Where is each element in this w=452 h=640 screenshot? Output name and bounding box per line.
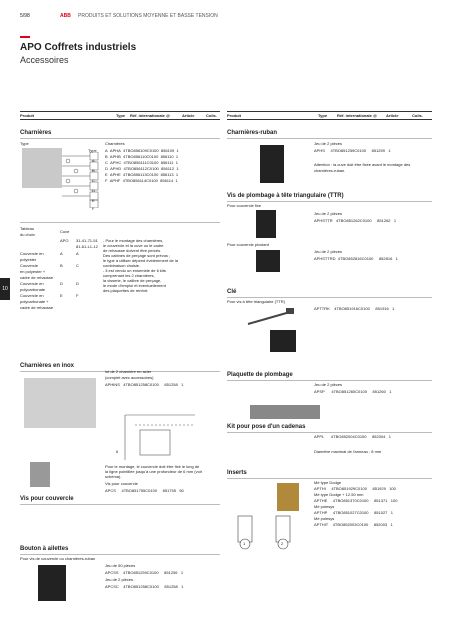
hinge-notes [103, 238, 178, 293]
type-label: Type [20, 141, 29, 146]
inserts-table [314, 480, 397, 528]
row-letter: E [105, 172, 108, 177]
row-type: APTHP [314, 510, 328, 515]
ttr-pivot-image [256, 250, 280, 272]
diagram-letter: B [92, 168, 95, 173]
note-line: schéma). [105, 474, 122, 479]
row-type: APHA [109, 148, 121, 153]
diagram-letter: C [92, 178, 95, 183]
row-letter: F [105, 178, 108, 183]
inox-desc: (complet avec accessoires) [105, 375, 154, 380]
row-article: 856111 [160, 160, 174, 165]
ruban-note: Attention : la cuve doit être fixée avant le montage des [314, 162, 411, 167]
row-ref: 4TBO851262C0100 [336, 218, 372, 223]
row-type: APHSTTR [314, 218, 333, 223]
row-article: 856110 [160, 154, 174, 159]
note-line: le mode d'emploi et éventuellement [103, 283, 166, 288]
table-row [314, 522, 397, 528]
col-header-ref: Réf. internationale @ [130, 113, 170, 118]
choice-val: A [76, 251, 79, 256]
row-ref: 4TBO852003C0100 [332, 522, 369, 527]
row-colis: 1 [175, 160, 178, 165]
diagram-letter: A [92, 158, 95, 163]
divider [20, 222, 220, 223]
divider [227, 201, 432, 202]
note-line: Des cabines de perçage sont prévus ; [103, 253, 171, 258]
divider [20, 119, 220, 120]
row-colis: 1 [181, 584, 184, 589]
row-colis: 1 [181, 382, 184, 387]
choice-label: polycarbonate [20, 287, 46, 292]
row-type: APHB [109, 154, 121, 159]
apo-value: 81-61-L1-12 [76, 244, 98, 249]
col-header-article: Article [386, 113, 399, 118]
cle-subtitle: Pour vis à tête triangulaire (TTR) [227, 299, 286, 304]
row-article: 856114 [160, 178, 174, 183]
row-colis: 1 [388, 148, 391, 153]
table-row [105, 570, 183, 575]
row-article: 852003 [373, 522, 388, 527]
diagram-label: 1 [243, 541, 246, 546]
row-letter: B [105, 154, 108, 159]
row-ref: 4TBO856111C0100 [123, 160, 159, 165]
hinge-table [105, 148, 179, 184]
mount-diagram [115, 405, 205, 470]
divider [20, 504, 220, 505]
choice-val: B [60, 263, 63, 268]
section-title-cle: Clé [227, 289, 237, 295]
row-type: APPL [314, 434, 325, 439]
diagram-number: 6 [116, 449, 119, 454]
row-ref: 4TBO851027C0100 [332, 510, 369, 515]
row-article: 851258 [164, 584, 178, 589]
row-ref: 4TBO851370C0100 [332, 498, 369, 503]
row-colis: 50 [179, 488, 184, 493]
divider [20, 111, 220, 112]
insert-label: Mé type Dodge [314, 480, 342, 485]
note-line: combinaison choisie. [103, 263, 141, 268]
plaquette-image [270, 330, 296, 352]
row-type: APHF [109, 178, 121, 183]
side-tab: 10 [0, 278, 10, 300]
row-article: 856109 [160, 148, 175, 153]
table-row [314, 306, 394, 311]
row-article: 851259 [164, 570, 178, 575]
insert-label: Mé type Dodge + 12.50 mm [314, 492, 364, 497]
note-line: le couvercle et la cuve ou le cadre [103, 243, 164, 248]
row-ref: 4TBO851929C0100 [331, 486, 367, 491]
page-title: APO Coffrets industriels [20, 42, 137, 53]
row-article: 851258 [164, 382, 178, 387]
row-colis: 1 [175, 172, 179, 177]
key-image [246, 308, 296, 326]
choice-label: Couvercle [20, 263, 39, 268]
page-subtitle: Accessoires [20, 55, 69, 65]
choice-label: polyester [20, 257, 37, 262]
col-header-product: Produit [227, 113, 241, 118]
row-ref: 4TBO851259C0100 [123, 570, 159, 575]
row-article: 852004 [372, 434, 386, 439]
row-type: APHE [109, 172, 121, 177]
row-letter: A [105, 148, 108, 153]
col-header-ref: Réf. internationale @ [337, 113, 377, 118]
row-ref: 4TBO851259C0100 [330, 148, 367, 153]
inox-desc: lot de 2 charnière en acier [105, 369, 152, 374]
section-title-inox: Charnières en inox [20, 363, 75, 369]
row-article: 852816 [378, 256, 393, 261]
row-type: APHD [110, 166, 122, 171]
choice-table [20, 251, 79, 311]
row-article: 851755 [162, 488, 176, 493]
row-colis: 1 [390, 522, 393, 527]
choice-val: C [76, 263, 79, 268]
padlock-kit-image [250, 405, 320, 419]
divider [227, 380, 432, 381]
ttr-subtitle: Pour couvercle fixe [227, 203, 262, 208]
choix-label: du choix [20, 232, 35, 237]
row-letter: C [105, 160, 108, 165]
ttr-label: Jeu de 2 pièces [314, 211, 343, 216]
note-line: - Pour le montage des charnières, [103, 238, 164, 243]
ruban-note: charnières-ruban. [314, 168, 346, 173]
section-title-charnieres: Charnières [20, 130, 52, 136]
note-line: le type à utiliser dépend évidemment de la [103, 258, 178, 263]
vis-label: Vis pour couvercle [105, 481, 138, 486]
row-article: 851916 [375, 306, 389, 311]
type-col-label: Type [88, 148, 97, 153]
hinge-diagram [60, 152, 106, 208]
apo-label: APO [60, 238, 69, 243]
screw-image [30, 462, 50, 487]
row-article: 851027 [374, 510, 388, 515]
row-colis: 1 [175, 154, 179, 159]
table-row [314, 256, 398, 261]
row-article: 851371 [374, 498, 388, 503]
row-type: APHC [110, 160, 122, 165]
page-number: 5/98 [20, 13, 30, 19]
row-ref: 4TBO856114C0100 [122, 178, 158, 183]
row-type: APHS [314, 148, 325, 153]
mount-note [105, 464, 202, 479]
row-colis: 100 [389, 486, 396, 491]
row-ref: 4TBO851916C0100 [334, 306, 370, 311]
row-colis: 1 [176, 148, 179, 153]
header-section: PRODUITS ET SOLUTIONS MOYENNE ET BASSE TENSION [78, 13, 218, 19]
table-row [105, 584, 183, 589]
col-header-colis: Colis. [206, 113, 217, 118]
insert-brass-image [277, 483, 299, 511]
ttr-screw-image [256, 210, 276, 238]
row-ref: 4TBO851260C0100 [331, 389, 367, 394]
choice-label: en polyester + [20, 269, 46, 274]
divider [227, 432, 432, 433]
section-title-cadenas: Kit pour pose d'un cadenas [227, 424, 306, 430]
row-type: APCS [105, 488, 116, 493]
bouton-label: Jeu de 50 pièces [105, 563, 136, 568]
table-row [20, 305, 53, 311]
row-colis: 1 [393, 218, 397, 223]
row-colis: 1 [176, 166, 179, 171]
table-row [314, 148, 391, 153]
table-row [314, 389, 391, 394]
title-accent [20, 36, 30, 38]
table-row [314, 218, 396, 223]
note-line: comprenant les 2 charnières, [103, 273, 155, 278]
col-header-colis: Colis. [412, 113, 423, 118]
choice-label: polycarbonate + [20, 299, 49, 304]
diagram-letter: F [92, 206, 95, 211]
ttr-subtitle: Pour couvercle pivotant [227, 242, 269, 247]
choice-label: Couvercle en [20, 251, 44, 256]
diagram-letter: D [92, 188, 95, 193]
note-line: la visserie, le calibre de perçage, [103, 278, 162, 283]
choice-val: E [60, 293, 63, 298]
apo-value: 31-41-71-51 [76, 238, 98, 243]
row-colis: 1 [389, 389, 392, 394]
section-title-bouton: Bouton à ailettes [20, 546, 69, 552]
row-ref: 4TBO852816C0100 [337, 256, 374, 261]
table-row [105, 382, 183, 387]
divider [227, 297, 432, 298]
row-ref: 4TBO856110C0100 [123, 154, 159, 159]
section-title-plaquette: Plaquette de plombage [227, 372, 293, 378]
section-title-inserts: Inserts [227, 470, 247, 476]
cuve-label: Cuve [60, 229, 70, 234]
row-type: APHINS [105, 382, 120, 387]
row-colis: 1 [175, 178, 178, 183]
charnieres-label: Charnières [105, 141, 125, 146]
divider [227, 111, 432, 112]
ttr-label: Jeu de 2 pièces [314, 249, 343, 254]
row-ref: 4TBO856109C0100 [123, 148, 159, 153]
ruban-hinge-image [260, 145, 284, 183]
row-ref: 4TBO856113C0100 [123, 172, 159, 177]
row-type: APTTRK [314, 306, 330, 311]
cadenas-note: Diamètre maximal de l'anneau : 8 mm [314, 449, 382, 454]
section-title-ttr: Vis de plombage à tête triangulaire (TTR) [227, 193, 344, 199]
brand-logo: ABB [60, 13, 71, 19]
table-row [105, 178, 179, 184]
choice-label: Couvercle en [20, 293, 44, 298]
bouton-label: Jeu de 2 pièces [105, 577, 134, 582]
row-ref: 4TBO852004C0100 [330, 434, 367, 439]
wing-knob-image [38, 565, 66, 601]
choice-val: F [76, 293, 79, 298]
note-line: Pour le montage, le couvercle doit être fixé le long de [105, 464, 200, 469]
col-header-type: Type [116, 113, 126, 118]
hinge-product-image [22, 148, 62, 188]
note-line: de rehausse doivent être percés. [103, 248, 162, 253]
section-title-ruban: Charnières-ruban [227, 130, 278, 136]
col-header-product: Produit [20, 113, 34, 118]
row-type: APCSC [105, 584, 119, 589]
row-type: APCSS [105, 570, 119, 575]
row-article: 851929 [372, 486, 386, 491]
row-article: 851262 [377, 218, 391, 223]
divider [227, 119, 432, 120]
bouton-subtitle: Pour vis de couvercle ou charnières-ruban [20, 556, 96, 561]
row-type: APHSTTRD [314, 256, 336, 261]
choice-label: cadre de rehausse [20, 275, 54, 280]
table-row [105, 488, 184, 493]
row-colis: 1 [388, 434, 391, 439]
choice-val: D [76, 281, 79, 286]
inox-hinge-image [24, 378, 96, 428]
row-article: 851259 [371, 148, 385, 153]
divider [227, 478, 432, 479]
row-colis: 1 [390, 510, 393, 515]
section-title-vis: Vis pour couvercle [20, 496, 74, 502]
tableau-label: Tableau [20, 226, 35, 231]
insert-diagram [232, 512, 302, 552]
insert-label: Mé polesys [314, 504, 335, 509]
note-line: des plaquettes de renfort. [103, 288, 149, 293]
choice-val: D [60, 281, 63, 286]
row-type: APTHI [314, 486, 326, 491]
row-colis: 1 [180, 570, 184, 575]
row-colis: 1 [392, 306, 395, 311]
col-header-type: Type [318, 113, 328, 118]
row-article: 856113 [160, 172, 174, 177]
divider [227, 138, 432, 139]
row-colis: 1 [395, 256, 398, 261]
note-line: la ligne pointillée jusqu'à une profondeur de 6 mm (voir [105, 469, 203, 474]
row-letter: D [105, 166, 108, 171]
row-article: 856112 [161, 166, 175, 171]
divider [20, 138, 220, 139]
plaquette-label: Jeu de 2 pièces [314, 382, 343, 387]
row-type: APTHE [314, 498, 328, 503]
row-ref: 4TBO851755C0100 [121, 488, 158, 493]
note-line: - Il est vendu un ensemble de 6 kits [103, 268, 166, 273]
row-ref: 4TBO851258C0100 [123, 584, 159, 589]
diagram-letter: E [92, 198, 95, 203]
row-ref: 4TBO856112C0100 [123, 166, 159, 171]
insert-label: Mé polesys [314, 516, 335, 521]
choice-label: cadre de rehausse [20, 305, 54, 310]
row-type: APSP [314, 389, 325, 394]
col-header-article: Article [182, 113, 195, 118]
diagram-label: 2 [281, 541, 284, 546]
table-row [314, 434, 391, 439]
choice-val: A [60, 251, 63, 256]
ruban-label: Jeu de 2 pièces [314, 141, 343, 146]
row-article: 851260 [372, 389, 386, 394]
row-ref: 4TBO851258C0100 [123, 382, 159, 387]
divider [20, 554, 220, 555]
row-colis: 100 [390, 498, 398, 503]
choice-label: Couvercle en [20, 281, 44, 286]
row-type: APTHIT [314, 522, 329, 527]
